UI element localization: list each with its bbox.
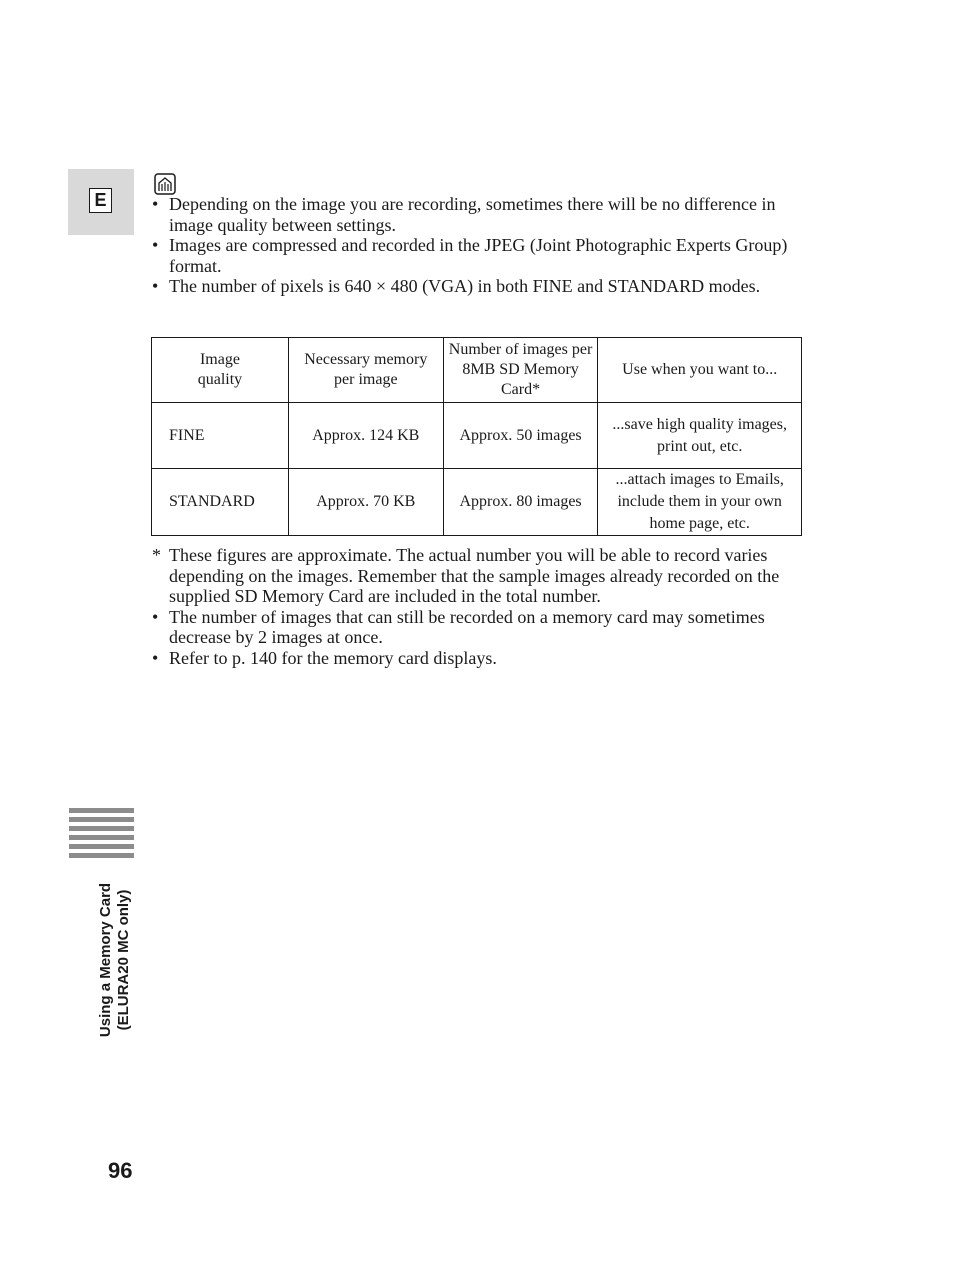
- table-cell: Approx. 124 KB: [288, 403, 443, 469]
- intro-bullet-list: [152, 194, 802, 297]
- table-row: [152, 469, 802, 536]
- intro-bullet: • The number of pixels is 640 × 480 (VGA) in both FINE and STANDARD modes.: [152, 276, 761, 296]
- language-tab-label: E: [89, 188, 112, 213]
- table-header-row: [152, 338, 802, 403]
- stripe: [69, 853, 134, 858]
- table-cell: Approx. 70 KB: [288, 469, 443, 536]
- section-stripes: [69, 808, 134, 862]
- footnote-text: The number of images that can still be recorded on a memory card may sometimes decrease by 2 images at once.: [169, 606, 765, 647]
- intro-bullet: • Images are compressed and recorded in the JPEG (Joint Photographic Experts Group) format.: [152, 235, 788, 276]
- table-row: [152, 403, 802, 469]
- intro-bullet-text: The number of pixels is 640 × 480 (VGA) in both FINE and STANDARD modes.: [169, 276, 761, 296]
- table-header-cell: Use when you want to...: [598, 338, 802, 403]
- footnote-text: These figures are approximate. The actual number you will be able to record varies depending on the images. Remember that the sample images already recorded on the supplied SD Memory Card are included in the total number.: [169, 545, 780, 606]
- memo-note-icon: [154, 173, 176, 195]
- page-number: 96: [108, 1158, 133, 1183]
- image-quality-table: [151, 337, 802, 536]
- stripe: [69, 817, 134, 822]
- intro-bullet-text: Images are compressed and recorded in the JPEG (Joint Photographic Experts Group) format.: [169, 235, 788, 276]
- intro-bullet: • Depending on the image you are recording, sometimes there will be no difference in image quality between settings.: [152, 194, 776, 235]
- side-label-line: (ELURA20 MC only): [115, 889, 132, 1031]
- side-label-line: Using a Memory Card: [97, 882, 114, 1038]
- table-header-cell: Image quality: [152, 338, 289, 403]
- section-side-label: [97, 883, 133, 1037]
- table-header-cell: Necessary memory per image: [288, 338, 443, 403]
- stripe: [69, 844, 134, 849]
- table-cell: ...attach images to Emails, include them in your own home page, etc.: [598, 469, 802, 536]
- footnote-item: • Refer to p. 140 for the memory card displays.: [152, 647, 497, 668]
- language-tab: [68, 169, 134, 235]
- stripe: [69, 835, 134, 840]
- footnote-text: Refer to p. 140 for the memory card displays.: [169, 647, 497, 668]
- table-cell: Approx. 50 images: [443, 403, 598, 469]
- table-cell: FINE: [152, 403, 289, 469]
- table-cell: ...save high quality images, print out, etc.: [598, 403, 802, 469]
- stripe: [69, 826, 134, 831]
- stripe: [69, 808, 134, 813]
- footnote-item: * These figures are approximate. The actual number you will be able to record varies depending on the images. Remember that the sample images already recorded on the supplied SD Memory Card are included in the total number.: [152, 545, 780, 606]
- footnote-item: • The number of images that can still be recorded on a memory card may sometimes decrease by 2 images at once.: [152, 606, 765, 647]
- intro-bullet-text: Depending on the image you are recording, sometimes there will be no difference in image quality between settings.: [169, 194, 776, 235]
- table-cell: STANDARD: [152, 469, 289, 536]
- table-header-cell: Number of images per 8MB SD Memory Card*: [443, 338, 598, 403]
- footnote-list: [152, 545, 792, 668]
- table-cell: Approx. 80 images: [443, 469, 598, 536]
